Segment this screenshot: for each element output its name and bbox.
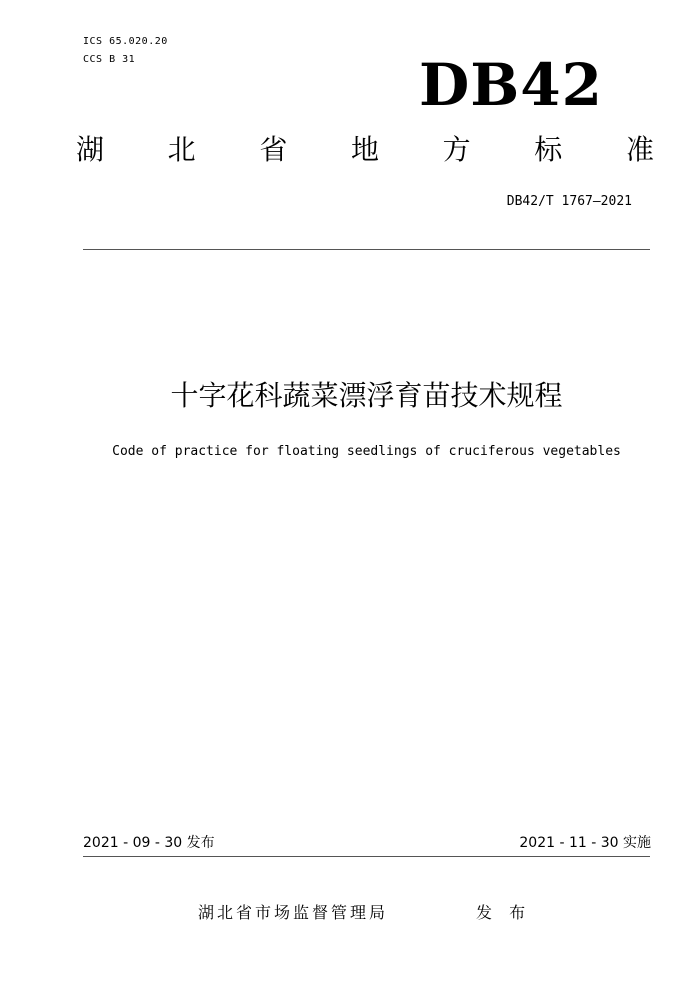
- publisher-name: 湖北省市场监督管理局: [198, 903, 389, 922]
- standard-type-heading: [76, 133, 654, 166]
- title-english: Code of practice for floating seedlings of cruciferous vegetables: [112, 444, 621, 459]
- standard-type-char: 湖: [76, 133, 105, 166]
- standard-type-char: 北: [167, 133, 196, 166]
- standard-type-char: 标: [534, 133, 563, 166]
- bottom-divider: [83, 856, 650, 857]
- top-divider: [83, 249, 650, 250]
- standard-type-char: 省: [259, 133, 288, 166]
- issue-date: 2021 - 09 - 30 发布: [83, 835, 215, 851]
- standard-type-char: 准: [625, 133, 654, 166]
- standard-type-char: 方: [442, 133, 471, 166]
- title-chinese: 十字花科蔬菜漂浮育苗技术规程: [170, 379, 563, 412]
- ccs-code: CCS B 31: [83, 54, 136, 65]
- standard-number: DB42/T 1767—2021: [506, 194, 632, 209]
- ics-code: ICS 65.020.20: [83, 36, 168, 47]
- implementation-date: 2021 - 11 - 30 实施: [519, 835, 651, 851]
- publish-label: 发 布: [476, 903, 532, 922]
- db-standard-mark: DB42: [418, 51, 603, 119]
- standard-type-char: 地: [350, 133, 379, 166]
